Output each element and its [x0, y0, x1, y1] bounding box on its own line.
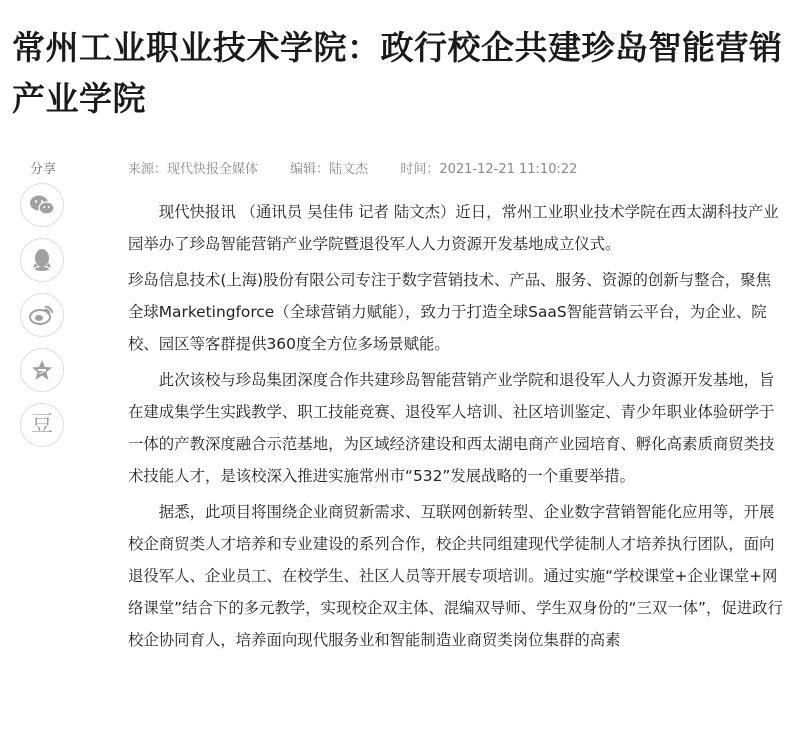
- article-title: 常州工业职业技术学院：政行校企共建珍岛智能营销产业学院: [12, 28, 783, 118]
- meta-source: 来源：现代快报全媒体: [128, 162, 259, 177]
- share-sidebar: [20, 183, 68, 458]
- article-body: [128, 196, 783, 660]
- douban-icon: 豆: [30, 412, 53, 437]
- article-meta: [128, 158, 577, 177]
- share-weibo-button[interactable]: [20, 293, 64, 337]
- meta-editor: 编辑：陆文杰: [290, 162, 369, 177]
- share-qzone-button[interactable]: [20, 348, 64, 392]
- weibo-icon: [29, 304, 55, 326]
- share-douban-button[interactable]: [20, 403, 64, 447]
- article-paragraph: 现代快报讯 （通讯员 吴佳伟 记者 陆文杰）近日，常州工业职业技术学院在西太湖科技产业园举办了珍岛智能营销产业学院暨退役军人人力资源开发基地成立仪式。: [128, 203, 779, 253]
- share-label: 分享: [30, 162, 57, 177]
- qzone-star-icon: [31, 359, 53, 381]
- article-paragraph: 据悉，此项目将围绕企业商贸新需求、互联网创新转型、企业数字营销智能化应用等，开展校企商贸类人才培养和专业建设的系列合作，校企共同组建现代学徒制人才培养执行团队，面向退役军人、企业员工、在校学生、社区人员等开展专项培训。通过实施“学校课堂+企业课堂+网络课堂”结合下的多元教学，实现校企双主体、混编双导师、学生双身份的“三双一体”，促进政行校企协同育人，培养面向现代服务业和智能制造业商贸类岗位集群的高素: [128, 503, 783, 649]
- qq-icon: [32, 248, 52, 272]
- share-qq-button[interactable]: [20, 238, 64, 282]
- meta-time: 时间：2021-12-21 11:10:22: [400, 162, 578, 177]
- article-paragraph: 珍岛信息技术(上海)股份有限公司专注于数字营销技术、产品、服务、资源的创新与整合，聚焦全球Marketingforce（全球营销力赋能），致力于打造全球SaaS智能营销云平台，为企业、院校、园区等客群提供360度全方位多场景赋能。: [128, 271, 772, 353]
- wechat-icon: [29, 194, 55, 216]
- article-paragraph: 此次该校与珍岛集团深度合作共建珍岛智能营销产业学院和退役军人人力资源开发基地，旨在建成集学生实践教学、职工技能竞赛、退役军人培训、社区培训鉴定、青少年职业体验研学于一体的产教深度融合示范基地，为区域经济建设和西太湖电商产业园培育、孵化高素质商贸类技术技能人才，是该校深入推进实施常州市“532”发展战略的一个重要举措。: [128, 371, 775, 485]
- share-wechat-button[interactable]: [20, 183, 64, 227]
